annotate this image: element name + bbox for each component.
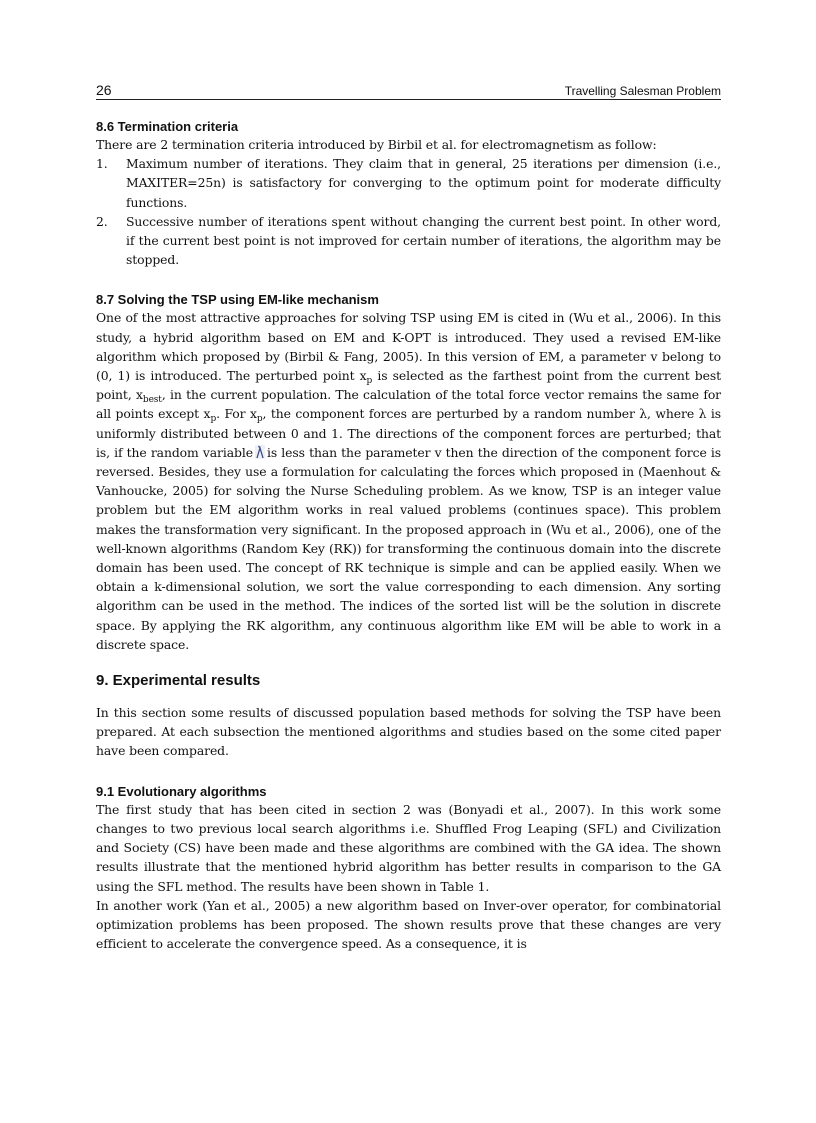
list-item-number: 2.	[96, 213, 108, 229]
section-8-6-heading: 8.6 Termination criteria	[96, 119, 239, 134]
subscript-p: p	[256, 414, 263, 425]
list-item	[96, 212, 721, 270]
em-text-2: is selected as the farthest point from the current best point, x	[96, 368, 721, 403]
lambda-symbol-icon	[255, 445, 265, 459]
section-9-1-paragraph-1: The first study that has been cited in section 2 was (Bonyadi et al., 2007). In this work some changes to two previous local search algorithms i.e. Shuffled Frog Leaping (SFL) and Civilization and Society (CS) have been made and these algorithms are combined with the GA idea. The shown results illustrate that the mentioned hybrid algorithm has better results in comparison to the GA using the SFL method. The results have been shown in Table 1.	[96, 801, 721, 894]
list-item	[96, 154, 721, 212]
em-text-5: , the component forces are perturbed by a random number λ, where λ is uniformly distributed between 0 and 1. The directions of the component forces are perturbed; that is, if the random variable	[96, 406, 721, 460]
subscript-p: p	[210, 414, 217, 425]
em-text-1: One of the most attractive approaches for solving TSP using EM is cited in (Wu et al., 2006). In this study, a hybrid algorithm based on EM and K-OPT is introduced. They used a revised EM-like algorithm which proposed by (Birbil & Fang, 2005). In this version of EM, a parameter v belong to (0, 1) is introduced. The perturbed point x	[96, 310, 721, 384]
section-9-heading: 9. Experimental results	[96, 672, 261, 690]
list-item-number: 1.	[96, 156, 108, 172]
page-number: 26	[96, 82, 112, 98]
em-text-3: , in the current population. The calculation of the total force vector remains the same for all points except x	[96, 387, 722, 422]
subscript-best: best	[142, 395, 162, 406]
em-text-4: . For x	[216, 406, 257, 422]
list-item-text: Maximum number of iterations. They claim that in general, 25 iterations per dimension (i.e., MAXITER=25n) is satisfactory for converging to the optimum point for moderate difficulty functions.	[126, 156, 721, 210]
section-9-1-heading: 9.1 Evolutionary algorithms	[96, 783, 267, 799]
section-9-1-paragraph-2: In another work (Yan et al., 2005) a new algorithm based on Inver-over operator, for combinatorial optimization problems has been proposed. The shown results prove that these changes are very efficient to accelerate the convergence speed. As a consequence, it is	[96, 897, 721, 952]
section-9-paragraph: In this section some results of discussed population based methods for solving the TSP have been prepared. At each subsection the mentioned algorithms and studies based on the some cited paper have been compared.	[96, 705, 721, 759]
book-title: Travelling Salesman Problem	[564, 84, 721, 98]
section-8-7-paragraph	[96, 308, 721, 654]
em-text-6: is less than the parameter v then the direction of the component force is reversed. Besides, they use a formulation for calculating the forces which proposed in (Maenhout & Vanhoucke, 2005) for solving the Nurse Scheduling problem. As we know, TSP is an integer value problem but the EM algorithm works in real valued problems (continues space). This problem makes the transformation very significant. In the proposed approach in (Wu et al., 2006), one of the well-known algorithms (Random Key (RK)) for transforming the continuous domain into the discrete domain has been used. The concept of RK technique is simple and can be applied easily. When we obtain a k-dimensional solution, we sort the value corresponding to each dimension. Any sorting algorithm can be used in the method. The indices of the sorted list will be the solution in discrete space. By applying the RK algorithm, any continuous algorithm like EM will be able to work in a discrete space.	[96, 444, 722, 652]
section-8-6-intro: There are 2 termination criteria introduced by Birbil et al. for electromagnetism as follow:	[96, 137, 657, 152]
termination-criteria-list	[96, 154, 721, 269]
list-item-text: Successive number of iterations spent without changing the current best point. In other word, if the current best point is not improved for certain number of iterations, the algorithm may be stopped.	[126, 213, 721, 268]
subscript-p: p	[366, 376, 373, 387]
running-header	[96, 78, 721, 100]
page	[96, 78, 721, 953]
section-8-7-heading: 8.7 Solving the TSP using EM-like mechanism	[96, 292, 379, 308]
